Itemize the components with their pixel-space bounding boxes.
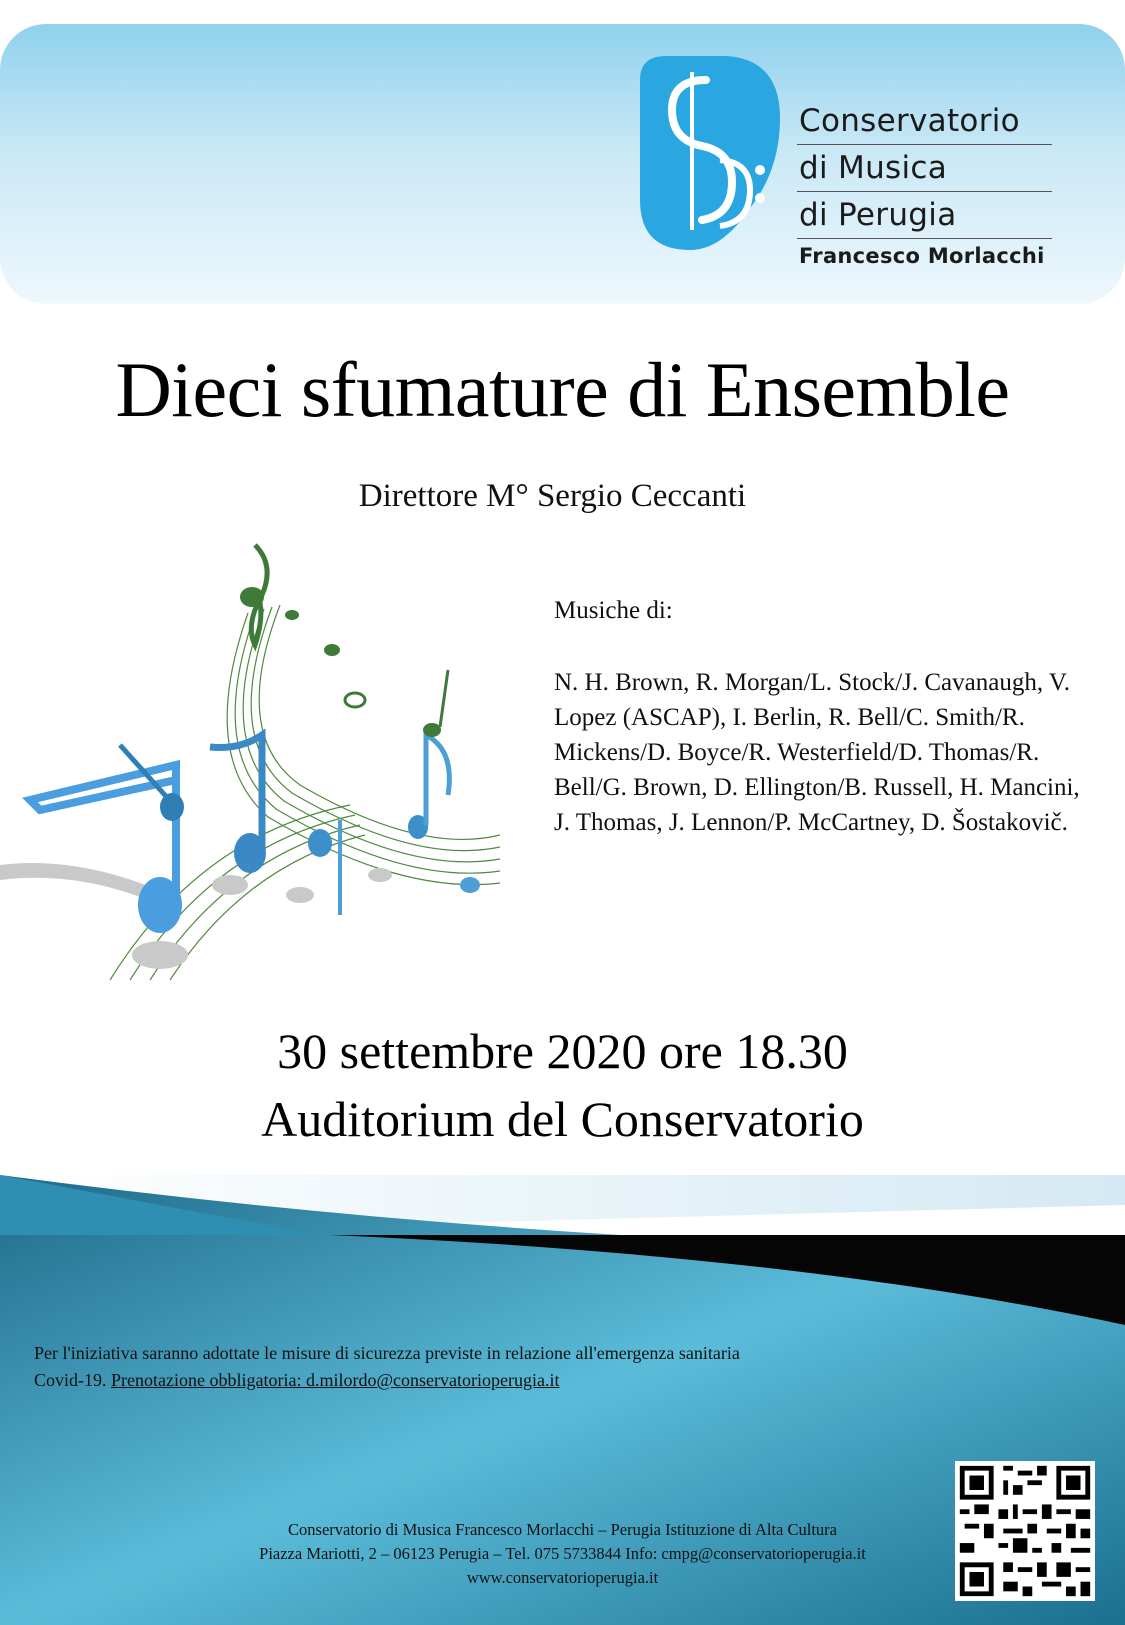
logo-line-4: Francesco Morlacchi [799,244,1045,268]
logo-line-2: di Musica [797,145,1052,192]
covid-notice [34,1340,794,1394]
footer-website[interactable]: www.conservatorioperugia.it [466,1568,659,1587]
logo-wordmark [797,98,1052,273]
qr-code[interactable] [955,1461,1095,1601]
event-title: Dieci sfumature di Ensemble [115,346,1010,433]
composers-list: N. H. Brown, R. Morgan/L. Stock/J. Cavanaugh, V. Lopez (ASCAP), I. Berlin, R. Bell/C. Smith/R. Mickens/D. Boyce/R. Westerfield/D. Thomas/R. Bell/G. Brown, D. Ellington/B. Russell, H. Mancini, J. Thomas, J. Lennon/P. McCartney, D. Šostakovič. [554,669,1080,836]
event-date: 30 settembre 2020 ore 18.30 [277,1023,848,1079]
conductor-line: Direttore M° Sergio Ceccanti [358,478,747,514]
booking-link[interactable]: Prenotazione obbligatoria: d.milordo@conservatorioperugia.it [111,1370,560,1390]
notice-text: Per l'iniziativa saranno adottate le misure di sicurezza previste in relazione all'emergenza sanitaria Covid-19. [34,1343,740,1390]
music-label: Musiche di: [554,597,673,624]
music-notes-illustration [0,535,520,990]
event-venue: Auditorium del Conservatorio [261,1091,864,1147]
logo-line-1: Conservatorio [797,98,1052,145]
footer-line-1: Conservatorio di Musica Francesco Morlacchi – Perugia Istituzione di Alta Cultura [288,1520,837,1539]
footer-line-2: Piazza Mariotti, 2 – 06123 Perugia – Tel. 075 5733844 Info: cmpg@conservatorioperugia.it [259,1544,866,1563]
logo-line-3: di Perugia [797,192,1052,239]
